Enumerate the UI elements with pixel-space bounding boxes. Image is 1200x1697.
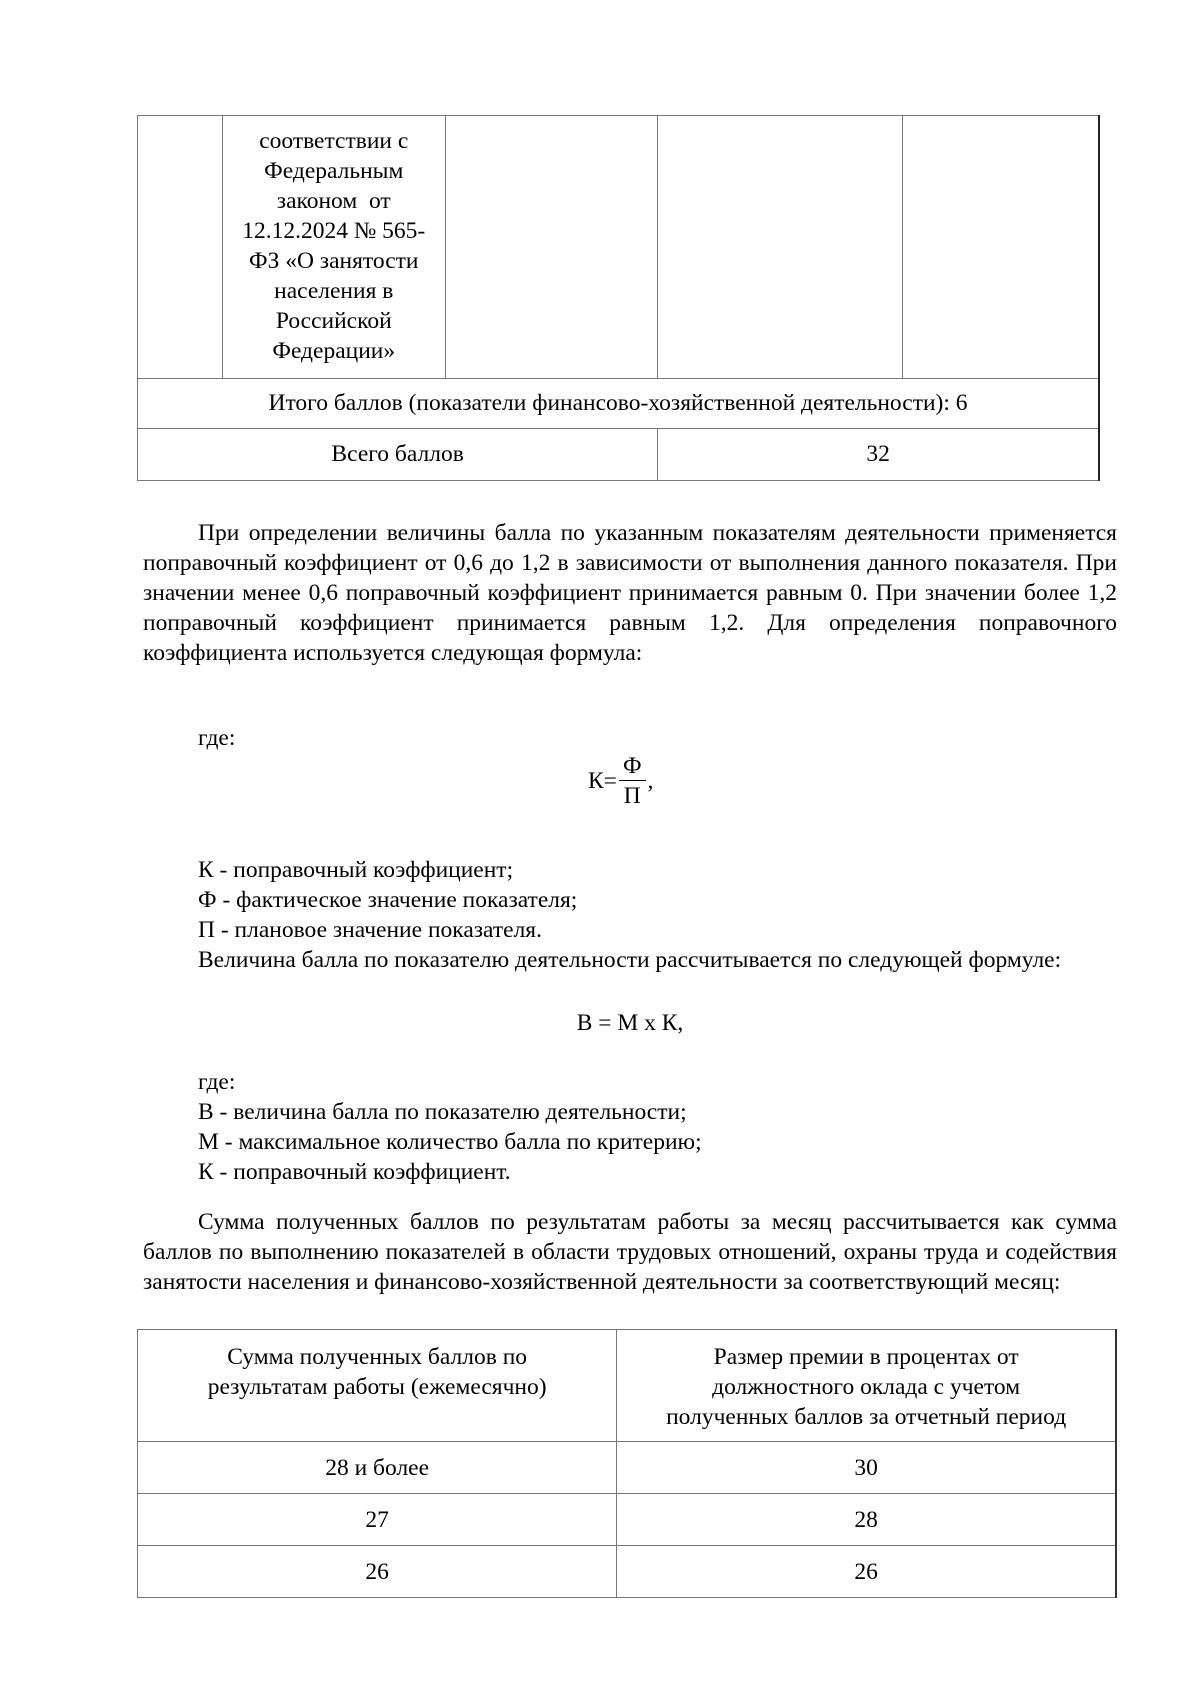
cell-line: Российской (275, 308, 392, 334)
header-line: Сумма полученных баллов по (227, 1344, 528, 1370)
table-row (138, 1442, 1117, 1494)
cell-percent: 30 (617, 1442, 1116, 1494)
total-value: 32 (658, 429, 1099, 481)
formula-suffix: , (647, 768, 654, 794)
cell-line: ФЗ «О занятости (249, 248, 419, 274)
total-label: Всего баллов (138, 429, 658, 481)
formula-coefficient (588, 752, 653, 811)
where-label: где: (198, 1069, 236, 1095)
where-label: где: (198, 725, 236, 751)
table-cell-number (138, 116, 223, 379)
definition-m: М - максимальное количество балла по критерию; (198, 1129, 702, 1155)
cell-line: законом от (276, 188, 391, 214)
header-line: должностного оклада с учетом (712, 1374, 1021, 1400)
formula-lhs: К= (588, 768, 617, 794)
paragraph-text: При определении величины балла по указанным показателям деятельности применяется поправочный коэффициент от 0,6 до 1,2 в зависимости от выполнения данного показателя. При значении менее 0,6 поправочный коэффициент принимается равным 0. При значении более 1,2 поправочный коэффициент принимается равным 1,2. Для определения поправочного коэффициента используется следующая формула: (143, 520, 1117, 666)
total-row (138, 429, 1100, 481)
cell-points: 28 и более (138, 1442, 617, 1494)
bonus-table (137, 1329, 1117, 1598)
table-cell-col3 (445, 116, 658, 379)
subtotal-row (138, 379, 1100, 429)
header-line: Размер премии в процентах от (713, 1344, 1019, 1370)
definition-k: К - поправочный коэффициент; (198, 857, 514, 883)
subtotal-text: Итого баллов (показатели финансово-хозяйственной деятельности): 6 (138, 379, 1100, 429)
table-row (138, 1546, 1117, 1598)
formula-numerator: Ф (622, 753, 642, 779)
cell-line: 12.12.2024 № 565- (242, 218, 426, 244)
table-row (138, 116, 1100, 379)
table-cell-col5 (902, 116, 1099, 379)
header-points (138, 1330, 617, 1442)
table-cell-col4 (658, 116, 903, 379)
cell-line: Федеральным (264, 158, 404, 184)
definition-b: В - величина балла по показателю деятельности; (198, 1099, 687, 1125)
formula-score: В = М х К, (576, 1010, 684, 1036)
cell-percent: 26 (617, 1546, 1116, 1598)
paragraph-text: Сумма полученных баллов по результатам работы за месяц рассчитывается как сумма баллов по выполнению показателей в области трудовых отношений, охраны труда и содействия занятости населения и финансово-хозяйственной деятельности за соответствующий месяц: (143, 1209, 1117, 1295)
header-line: результатам работы (ежемесячно) (207, 1374, 547, 1400)
cell-points: 27 (138, 1494, 617, 1546)
table-row (138, 1494, 1117, 1546)
cell-line: соответствии с (259, 128, 409, 154)
table-cell-indicator (222, 116, 445, 379)
formula-fraction (619, 752, 646, 811)
definition-p: П - плановое значение показателя. (198, 917, 542, 943)
paragraph-monthly-sum (143, 1207, 1117, 1297)
cell-line: населения в (274, 278, 394, 304)
table-header-row (138, 1330, 1117, 1442)
formula-denominator: П (623, 783, 641, 809)
paragraph-correction-coefficient (143, 518, 1117, 668)
cell-points: 26 (138, 1546, 617, 1598)
definition-k2: К - поправочный коэффициент. (198, 1159, 511, 1185)
paragraph-text: Величина балла по показателю деятельности рассчитывается по следующей формуле: (198, 947, 1062, 973)
definition-f: Ф - фактическое значение показателя; (198, 887, 578, 913)
indicators-table (137, 115, 1100, 481)
header-line: полученных баллов за отчетный период (666, 1404, 1067, 1430)
paragraph-score-formula (143, 945, 1117, 975)
cell-percent: 28 (617, 1494, 1116, 1546)
cell-line: Федерации» (272, 338, 396, 364)
header-percent (617, 1330, 1116, 1442)
